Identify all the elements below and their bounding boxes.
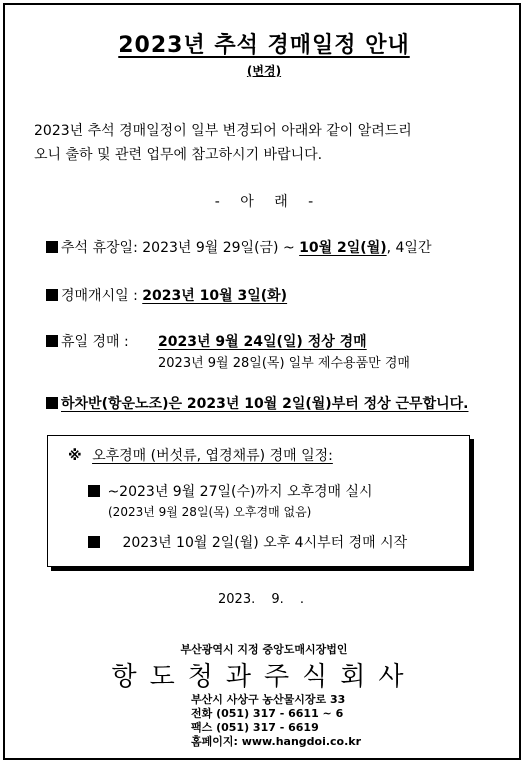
- holiday-auction-label: 휴일 경매 :: [61, 334, 129, 350]
- square-bullet-icon: [46, 241, 58, 253]
- holiday-auction-line-1: 2023년 9월 24일(일) 정상 경매: [158, 334, 367, 350]
- holiday-label: 추석 휴장일:: [61, 240, 138, 256]
- afternoon-item-1-note: (2023년 9월 28일(목) 오후경매 없음): [108, 505, 312, 519]
- holiday-start: 2023년 9월 29일(금) ~: [142, 240, 295, 256]
- document-date: 2023. 9. .: [218, 592, 305, 607]
- afternoon-heading-row: [68, 445, 333, 465]
- afternoon-item-2: [88, 532, 407, 552]
- square-bullet-icon: [46, 335, 58, 347]
- holiday-auction-row: [46, 331, 129, 351]
- resume-row: [46, 285, 287, 305]
- holiday-end: 10월 2일(월): [299, 240, 387, 256]
- resume-label: 경매개시일 :: [61, 288, 138, 304]
- porters-text: 하차반(항운노조)은 2023년 10월 2일(월)부터 정상 근무합니다.: [61, 396, 469, 412]
- holiday-row: [46, 237, 431, 257]
- contact-fax: 팩스 (051) 317 - 6619: [191, 721, 319, 734]
- square-bullet-icon: [46, 397, 58, 409]
- holiday-auction-line-2: 2023년 9월 28일(목) 일부 제수용품만 경매: [158, 356, 410, 371]
- holiday-duration: , 4일간: [386, 240, 432, 256]
- document-title: 2023년 추석 경매일정 안내: [118, 33, 410, 58]
- afternoon-item-2-text: 2023년 10월 2일(월) 오후 4시부터 경매 시작: [122, 535, 408, 551]
- intro-line-2: 오니 출하 및 관련 업무에 참고하시기 바랍니다.: [34, 147, 323, 163]
- porters-row: [46, 393, 468, 413]
- resume-date: 2023년 10월 3일(화): [142, 288, 288, 304]
- square-bullet-icon: [46, 289, 58, 301]
- afternoon-item-1-text: ~2023년 9월 27일(수)까지 오후경매 실시: [107, 484, 373, 500]
- organization-designation: 부산광역시 지정 중앙도매시장법인: [180, 643, 348, 656]
- square-bullet-icon: [88, 485, 100, 497]
- afternoon-heading: 오후경매 (버섯류, 엽경채류) 경매 일정:: [92, 448, 333, 464]
- square-bullet-icon: [88, 536, 100, 548]
- contact-address: 부산시 사상구 농산물시장로 33: [191, 693, 346, 706]
- contact-homepage: 홈페이지: www.hangdoi.co.kr: [191, 735, 362, 748]
- document-subtitle: (변경): [246, 64, 282, 78]
- company-name: 항도청과주식회사: [111, 662, 417, 692]
- afternoon-item-1: [88, 481, 373, 501]
- ara-heading: - 아 래 -: [214, 194, 314, 210]
- reference-mark-icon: ※: [68, 448, 82, 464]
- contact-phone: 전화 (051) 317 - 6611 ~ 6: [191, 707, 344, 720]
- intro-line-1: 2023년 추석 경매일정이 일부 변경되어 아래와 같이 알려드리: [34, 123, 412, 139]
